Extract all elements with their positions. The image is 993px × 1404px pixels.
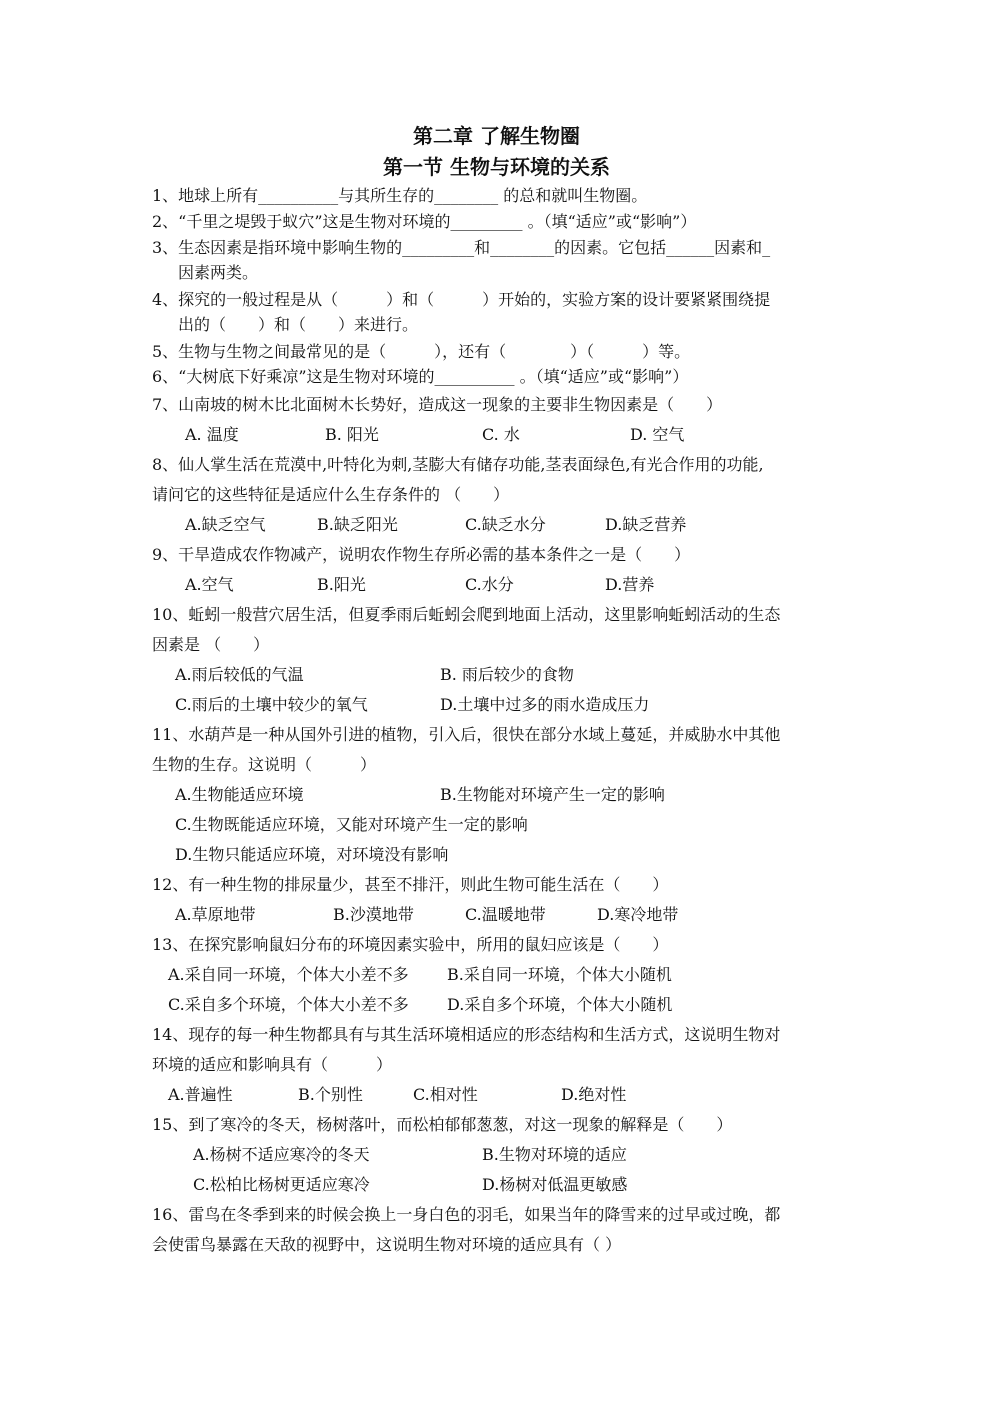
q11-option-a: A.生物能适应环境 bbox=[175, 785, 304, 804]
q12-option-d: D.寒冷地带 bbox=[597, 905, 679, 924]
question-16: 16、雷鸟在冬季到来的时候会换上一身白色的羽毛，如果当年的降雪来的过早或过晚，都 bbox=[152, 1205, 781, 1224]
question-5: 5、生物与生物之间最常见的是（ ），还有（ ）（ ）等。 bbox=[152, 342, 691, 361]
q8-option-b: B.缺乏阳光 bbox=[317, 515, 398, 534]
q8-option-a: A.缺乏空气 bbox=[185, 515, 266, 534]
q10-option-d: D.土壤中过多的雨水造成压力 bbox=[440, 695, 650, 714]
q12-option-c: C.温暖地带 bbox=[465, 905, 546, 924]
question-11: 11、水葫芦是一种从国外引进的植物，引入后，很快在部分水域上蔓延，并威胁水中其他 bbox=[152, 725, 781, 744]
q15-option-c: C.松柏比杨树更适应寒冷 bbox=[193, 1175, 370, 1194]
q10-option-c: C.雨后的土壤中较少的氧气 bbox=[175, 695, 368, 714]
question-10: 10、蚯蚓一般营穴居生活，但夏季雨后蚯蚓会爬到地面上活动，这里影响蚯蚓活动的生态 bbox=[152, 605, 781, 624]
q15-option-b: B.生物对环境的适应 bbox=[482, 1145, 627, 1164]
question-4-cont: 出的（ ）和（ ）来进行。 bbox=[178, 315, 419, 334]
question-7: 7、山南坡的树木比北面树木长势好，造成这一现象的主要非生物因素是（ ） bbox=[152, 395, 723, 414]
q13-option-a: A.采自同一环境，个体大小差不多 bbox=[168, 965, 409, 984]
q13-option-c: C.采自多个环境，个体大小差不多 bbox=[168, 995, 409, 1014]
q13-option-b: B.采自同一环境，个体大小随机 bbox=[447, 965, 672, 984]
q9-option-b: B.阳光 bbox=[317, 575, 366, 594]
question-12: 12、有一种生物的排尿量少，甚至不排汗，则此生物可能生活在（ ） bbox=[152, 875, 669, 894]
q13-option-d: D.采自多个环境，个体大小随机 bbox=[447, 995, 673, 1014]
q7-option-a: A. 温度 bbox=[185, 425, 239, 444]
question-8: 8、仙人掌生活在荒漠中,叶特化为刺,茎膨大有储存功能,茎表面绿色,有光合作用的功能, bbox=[152, 455, 764, 474]
question-14: 14、现存的每一种生物都具有与其生活环境相适应的形态结构和生活方式，这说明生物对 bbox=[152, 1025, 781, 1044]
q12-option-a: A.草原地带 bbox=[175, 905, 256, 924]
question-3-cont: 因素两类。 bbox=[178, 263, 259, 282]
question-15: 15、到了寒冷的冬天，杨树落叶，而松柏郁郁葱葱，对这一现象的解释是（ ） bbox=[152, 1115, 733, 1134]
q9-option-d: D.营养 bbox=[605, 575, 655, 594]
q7-option-b: B. 阳光 bbox=[325, 425, 379, 444]
q14-option-c: C.相对性 bbox=[413, 1085, 478, 1104]
question-11-cont: 生物的生存。这说明（ ） bbox=[152, 755, 377, 774]
question-13: 13、在探究影响鼠妇分布的环境因素实验中，所用的鼠妇应该是（ ） bbox=[152, 935, 669, 954]
chapter-title: 第二章 了解生物圈 bbox=[413, 124, 580, 148]
q7-option-d: D. 空气 bbox=[630, 425, 685, 444]
section-title: 第一节 生物与环境的关系 bbox=[383, 155, 610, 179]
q8-option-d: D.缺乏营养 bbox=[605, 515, 687, 534]
q14-option-b: B.个别性 bbox=[298, 1085, 363, 1104]
q15-option-a: A.杨树不适应寒冷的冬天 bbox=[193, 1145, 370, 1164]
q9-option-c: C.水分 bbox=[465, 575, 514, 594]
question-14-cont: 环境的适应和影响具有（ ） bbox=[152, 1055, 393, 1074]
q10-option-a: A.雨后较低的气温 bbox=[175, 665, 304, 684]
q14-option-d: D.绝对性 bbox=[561, 1085, 627, 1104]
q9-option-a: A.空气 bbox=[185, 575, 234, 594]
q10-option-b: B. 雨后较少的食物 bbox=[440, 665, 574, 684]
q14-option-a: A.普遍性 bbox=[168, 1085, 233, 1104]
q7-option-c: C. 水 bbox=[482, 425, 520, 444]
question-3: 3、生态因素是指环境中影响生物的_________和________的因素。它包括______因素和_ bbox=[152, 238, 771, 257]
q12-option-b: B.沙漠地带 bbox=[333, 905, 414, 924]
question-2: 2、“千里之堤毁于蚁穴”这是生物对环境的_________ 。（填“适应”或“影响”） bbox=[152, 212, 697, 231]
question-1: 1、地球上所有__________与其所生存的________ 的总和就叫生物圈。 bbox=[152, 186, 648, 205]
q8-option-c: C.缺乏水分 bbox=[465, 515, 546, 534]
question-10-cont: 因素是 （ ） bbox=[152, 635, 270, 654]
question-8-cont: 请问它的这些特征是适应什么生存条件的 （ ） bbox=[152, 485, 510, 504]
q11-option-c: C.生物既能适应环境，又能对环境产生一定的影响 bbox=[175, 815, 528, 834]
question-4: 4、探究的一般过程是从（ ）和（ ）开始的，实验方案的设计要紧紧围绕提 bbox=[152, 290, 771, 309]
question-9: 9、干旱造成农作物减产，说明农作物生存所必需的基本条件之一是（ ） bbox=[152, 545, 691, 564]
q15-option-d: D.杨树对低温更敏感 bbox=[482, 1175, 628, 1194]
question-16-cont: 会使雷鸟暴露在天敌的视野中，这说明生物对环境的适应具有（ ） bbox=[152, 1235, 622, 1254]
q11-option-d: D.生物只能适应环境，对环境没有影响 bbox=[175, 845, 449, 864]
q11-option-b: B.生物能对环境产生一定的影响 bbox=[440, 785, 665, 804]
question-6: 6、“大树底下好乘凉”这是生物对环境的__________ 。（填“适应”或“影响”） bbox=[152, 367, 689, 386]
